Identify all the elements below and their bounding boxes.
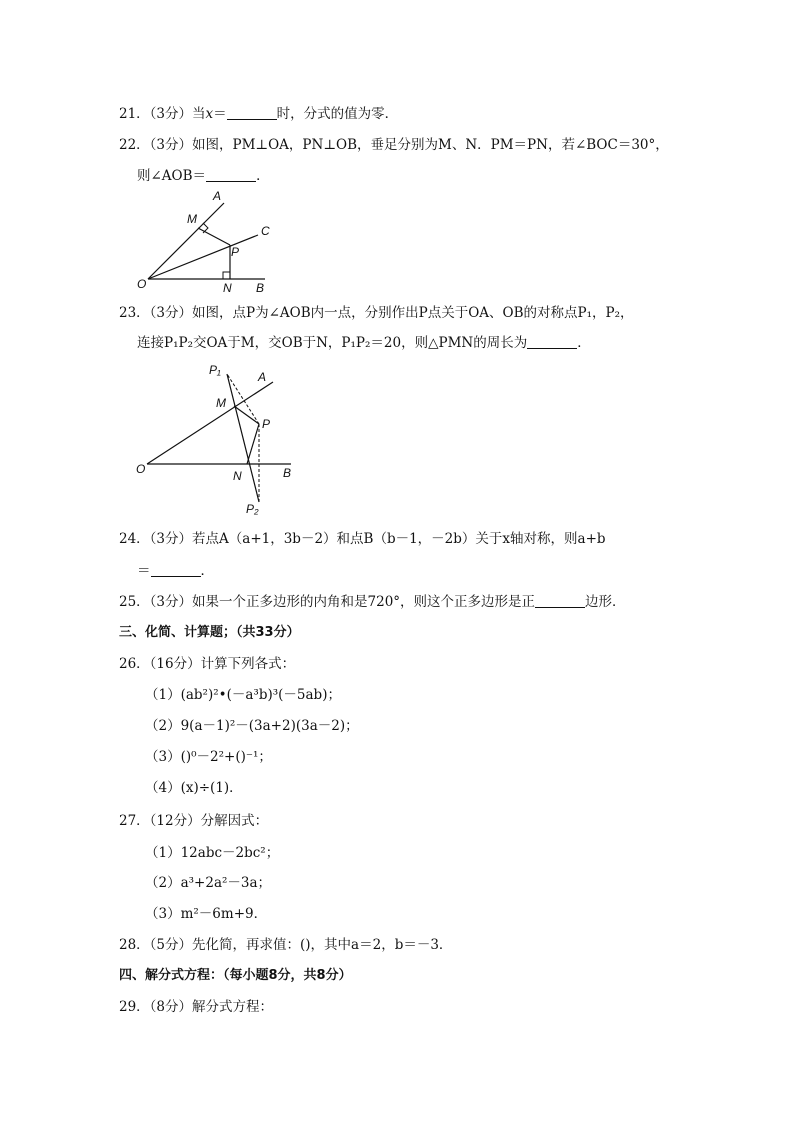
q21-blank[interactable] [227,105,277,120]
q25-blank[interactable] [535,593,585,608]
q27-title: 27．（12分）分解因式： [119,813,269,829]
q21-line [119,105,398,123]
q27-item-2: （2）a³+2a²－3a； [145,875,272,891]
q26-title: 26．（16分）计算下列各式： [119,656,296,672]
q23-label-a: A [258,370,267,384]
q22-line1: 22．（3分）如图，PM⊥OA，PN⊥OB，垂足分别为M、N．PM＝PN，若∠BOC＝30°， [119,137,669,153]
q23-line2-pre: 连接P₁P₂交OA于M，交OB于N，P₁P₂＝20，则△PMN的周长为 [137,335,528,351]
q24-line2-pre: ＝ [137,563,151,579]
q21-pre: 21．（3分）当 [119,106,206,122]
q25-pre: 25．（3分）如果一个正多边形的内角和是720°，则这个正多边形是正 [119,594,536,610]
q22-ray-oa [148,203,224,279]
q23-label-p2: P₂ [246,502,259,516]
q23-line2 [137,334,591,352]
q22-label-p: P [231,245,240,259]
q22-line2-pre: 则∠AOB＝ [137,168,207,184]
section-4-heading: 四、解分式方程：（每小题8分，共8分） [119,968,352,983]
q22-label-m: M [187,212,197,226]
q23-label-p: P [262,417,271,431]
q22-seg-pm [198,228,230,245]
q22-figure [135,188,285,294]
q23-label-n: N [233,469,242,483]
q22-ray-oc [148,235,258,279]
q27-item-1: （1）12abc－2bc²； [145,845,280,861]
q21-var: x [205,106,214,122]
q28-line: 28．（5分）先化简，再求值：()，其中a＝2，b＝－3． [119,937,453,953]
q22-label-b: B [256,281,265,295]
q27-item-3: （3）m²－6m+9． [145,906,268,922]
q23-line1: 23．（3分）如图，点P为∠AOB内一点，分别作出P点关于OA、OB的对称点P₁，P₂， [119,305,634,321]
q26-item-2: （2）9(a－1)²－(3a+2)(3a－2)； [145,718,359,734]
q21-mid: ＝ [213,106,227,122]
q23-line2-post: ． [577,335,591,351]
q26-item-4: （4）(x)÷(1)． [145,780,243,796]
q23-label-m: M [216,396,226,410]
q22-blank[interactable] [206,167,256,182]
q22-line2 [137,167,270,185]
q29-line: 29．（8分）解分式方程： [119,999,274,1015]
q23-dash-pp1 [227,374,259,424]
q24-blank[interactable] [151,562,201,577]
q22-line2-post: ． [256,168,270,184]
q22-label-o: O [137,277,147,291]
q22-label-n: N [223,281,232,295]
q23-seg-pn [247,424,259,464]
q26-item-1: （1）(ab²)²•(－a³b)³(－5ab)； [145,687,341,703]
q22-right-angle-n [223,272,230,279]
q22-label-a: A [213,189,222,203]
q22-label-c: C [261,224,270,238]
q25-line [119,593,626,611]
q24-line1: 24．（3分）若点A（a+1，3b－2）和点B（b－1，－2b）关于x轴对称，则a+b [119,531,606,547]
q23-figure [133,362,298,518]
q25-post: 边形． [585,594,626,610]
q26-item-3: （3）()⁰－2²+()⁻¹； [145,749,272,765]
q23-blank[interactable] [527,334,577,349]
q21-post: 时，分式的值为零． [276,106,399,122]
q23-label-o: O [136,462,146,476]
q24-line2 [137,562,214,580]
q24-line2-post: ． [200,563,214,579]
section-3-heading: 三、化简、计算题；（共33分） [119,625,300,640]
q23-label-b: B [283,466,292,480]
q23-ray-oa [147,382,273,464]
q23-label-p1: P₁ [209,363,221,377]
